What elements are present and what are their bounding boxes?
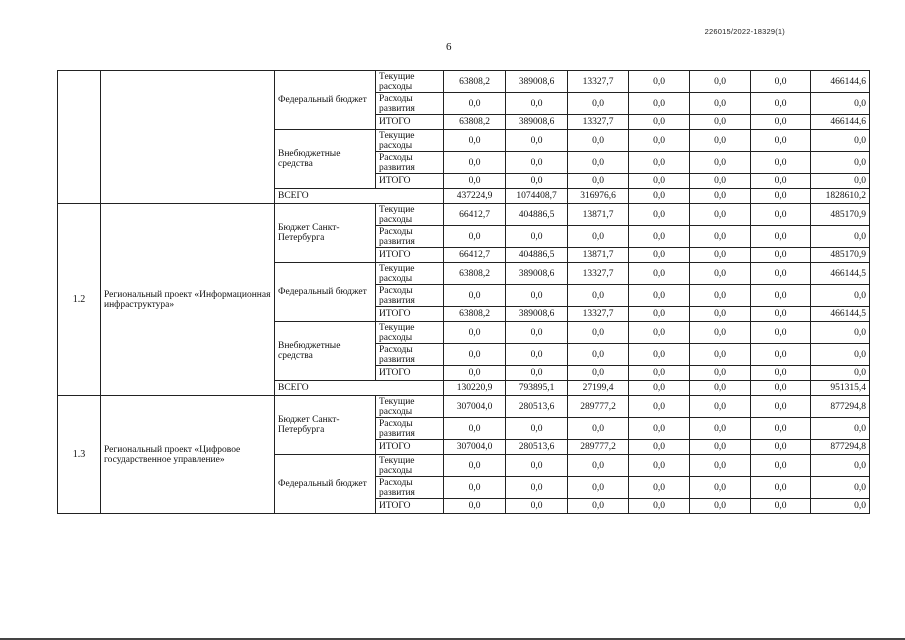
- value-cell: 0,0: [690, 152, 751, 174]
- value-cell: 0,0: [506, 418, 568, 440]
- total-value-cell: 1074408,7: [506, 189, 568, 204]
- value-cell: 0,0: [629, 322, 690, 344]
- value-cell: 0,0: [751, 477, 811, 499]
- value-cell: 0,0: [751, 396, 811, 418]
- value-cell: 0,0: [444, 366, 506, 381]
- value-cell: 0,0: [690, 93, 751, 115]
- expense-type: ИТОГО: [376, 115, 444, 130]
- value-cell: 877294,8: [811, 440, 870, 455]
- value-cell: 0,0: [751, 499, 811, 514]
- expense-type: Текущие расходы: [376, 204, 444, 226]
- value-cell: 389008,6: [506, 115, 568, 130]
- value-cell: 466144,5: [811, 263, 870, 285]
- expense-type: Расходы развития: [376, 226, 444, 248]
- value-cell: 0,0: [811, 366, 870, 381]
- value-cell: 0,0: [444, 226, 506, 248]
- value-cell: 485170,9: [811, 204, 870, 226]
- value-cell: 0,0: [811, 499, 870, 514]
- value-cell: 0,0: [690, 71, 751, 93]
- expense-type: Расходы развития: [376, 344, 444, 366]
- value-cell: 0,0: [751, 204, 811, 226]
- total-value-cell: 1828610,2: [811, 189, 870, 204]
- total-value-cell: 0,0: [690, 381, 751, 396]
- value-cell: 0,0: [506, 455, 568, 477]
- value-cell: 0,0: [506, 285, 568, 307]
- value-cell: 0,0: [690, 226, 751, 248]
- value-cell: 0,0: [811, 226, 870, 248]
- value-cell: 0,0: [751, 115, 811, 130]
- value-cell: 13871,7: [568, 204, 629, 226]
- total-value-cell: 0,0: [751, 189, 811, 204]
- value-cell: 0,0: [629, 499, 690, 514]
- value-cell: 13871,7: [568, 248, 629, 263]
- expense-type: ИТОГО: [376, 248, 444, 263]
- value-cell: 0,0: [629, 263, 690, 285]
- expense-type: Расходы развития: [376, 418, 444, 440]
- value-cell: 0,0: [629, 307, 690, 322]
- value-cell: 0,0: [811, 285, 870, 307]
- value-cell: 877294,8: [811, 396, 870, 418]
- value-cell: 0,0: [444, 477, 506, 499]
- value-cell: 0,0: [811, 174, 870, 189]
- total-value-cell: 0,0: [629, 381, 690, 396]
- value-cell: 13327,7: [568, 71, 629, 93]
- value-cell: 0,0: [444, 418, 506, 440]
- value-cell: 0,0: [690, 366, 751, 381]
- value-cell: 0,0: [690, 115, 751, 130]
- section-number: 1.2: [58, 204, 101, 396]
- value-cell: 485170,9: [811, 248, 870, 263]
- value-cell: 0,0: [629, 204, 690, 226]
- value-cell: 0,0: [751, 93, 811, 115]
- value-cell: 0,0: [629, 455, 690, 477]
- value-cell: 0,0: [444, 93, 506, 115]
- total-value-cell: 27199,4: [568, 381, 629, 396]
- section-number: [58, 71, 101, 204]
- value-cell: 0,0: [690, 440, 751, 455]
- total-value-cell: 0,0: [751, 381, 811, 396]
- value-cell: 0,0: [568, 285, 629, 307]
- value-cell: 0,0: [690, 174, 751, 189]
- expense-type: ИТОГО: [376, 366, 444, 381]
- value-cell: 0,0: [506, 366, 568, 381]
- value-cell: 0,0: [444, 130, 506, 152]
- project-name: Региональный проект «Цифровое государственное управление»: [101, 396, 275, 514]
- value-cell: 0,0: [568, 477, 629, 499]
- value-cell: 0,0: [629, 285, 690, 307]
- value-cell: 0,0: [629, 344, 690, 366]
- expense-type: Расходы развития: [376, 152, 444, 174]
- expense-type: ИТОГО: [376, 307, 444, 322]
- value-cell: 404886,5: [506, 204, 568, 226]
- funding-source: Бюджет Санкт-Петербурга: [275, 204, 376, 263]
- table-row: [58, 396, 870, 418]
- value-cell: 0,0: [629, 174, 690, 189]
- value-cell: 63808,2: [444, 71, 506, 93]
- value-cell: 0,0: [506, 344, 568, 366]
- value-cell: 0,0: [506, 499, 568, 514]
- value-cell: 307004,0: [444, 396, 506, 418]
- expense-type: Расходы развития: [376, 285, 444, 307]
- value-cell: 0,0: [751, 152, 811, 174]
- value-cell: 0,0: [811, 455, 870, 477]
- value-cell: 389008,6: [506, 263, 568, 285]
- value-cell: 0,0: [811, 477, 870, 499]
- value-cell: 0,0: [506, 174, 568, 189]
- value-cell: 404886,5: [506, 248, 568, 263]
- value-cell: 0,0: [506, 226, 568, 248]
- value-cell: 0,0: [629, 152, 690, 174]
- value-cell: 0,0: [568, 174, 629, 189]
- page-number: 6: [446, 41, 452, 53]
- value-cell: 0,0: [811, 93, 870, 115]
- value-cell: 0,0: [629, 440, 690, 455]
- value-cell: 0,0: [568, 418, 629, 440]
- value-cell: 0,0: [751, 455, 811, 477]
- value-cell: 0,0: [751, 226, 811, 248]
- expense-type: Текущие расходы: [376, 396, 444, 418]
- funding-source: Федеральный бюджет: [275, 71, 376, 130]
- funding-source: Бюджет Санкт-Петербурга: [275, 396, 376, 455]
- value-cell: 0,0: [811, 418, 870, 440]
- value-cell: 0,0: [629, 477, 690, 499]
- value-cell: 0,0: [629, 418, 690, 440]
- value-cell: 63808,2: [444, 307, 506, 322]
- expense-type: Текущие расходы: [376, 130, 444, 152]
- value-cell: 0,0: [811, 344, 870, 366]
- value-cell: 0,0: [751, 248, 811, 263]
- value-cell: 307004,0: [444, 440, 506, 455]
- funding-source: Внебюджетные средства: [275, 322, 376, 381]
- value-cell: 0,0: [568, 226, 629, 248]
- total-label: ВСЕГО: [275, 189, 444, 204]
- value-cell: 0,0: [811, 130, 870, 152]
- value-cell: 0,0: [690, 418, 751, 440]
- value-cell: 0,0: [751, 418, 811, 440]
- expense-type: ИТОГО: [376, 440, 444, 455]
- value-cell: 289777,2: [568, 440, 629, 455]
- value-cell: 0,0: [811, 322, 870, 344]
- value-cell: 0,0: [629, 226, 690, 248]
- value-cell: 0,0: [751, 344, 811, 366]
- value-cell: 66412,7: [444, 204, 506, 226]
- value-cell: 280513,6: [506, 396, 568, 418]
- value-cell: 466144,6: [811, 115, 870, 130]
- total-label: ВСЕГО: [275, 381, 444, 396]
- total-value-cell: 437224,9: [444, 189, 506, 204]
- value-cell: 0,0: [568, 499, 629, 514]
- total-value-cell: 0,0: [690, 189, 751, 204]
- value-cell: 0,0: [690, 499, 751, 514]
- value-cell: 0,0: [629, 248, 690, 263]
- total-value-cell: 793895,1: [506, 381, 568, 396]
- value-cell: 0,0: [444, 455, 506, 477]
- value-cell: 66412,7: [444, 248, 506, 263]
- value-cell: 0,0: [629, 396, 690, 418]
- value-cell: 0,0: [751, 285, 811, 307]
- value-cell: 0,0: [690, 204, 751, 226]
- value-cell: 0,0: [629, 115, 690, 130]
- value-cell: 0,0: [751, 263, 811, 285]
- funding-source: Внебюджетные средства: [275, 130, 376, 189]
- table-row: [58, 204, 870, 226]
- value-cell: 0,0: [506, 322, 568, 344]
- project-name: [101, 71, 275, 204]
- value-cell: 289777,2: [568, 396, 629, 418]
- budget-table: [57, 70, 870, 514]
- total-value-cell: 0,0: [629, 189, 690, 204]
- value-cell: 0,0: [629, 130, 690, 152]
- value-cell: 0,0: [444, 174, 506, 189]
- project-name: Региональный проект «Информационная инфраструктура»: [101, 204, 275, 396]
- value-cell: 0,0: [629, 366, 690, 381]
- expense-type: Расходы развития: [376, 477, 444, 499]
- value-cell: 0,0: [506, 477, 568, 499]
- value-cell: 0,0: [568, 322, 629, 344]
- value-cell: 0,0: [506, 93, 568, 115]
- value-cell: 0,0: [690, 322, 751, 344]
- value-cell: 0,0: [568, 366, 629, 381]
- value-cell: 0,0: [811, 152, 870, 174]
- expense-type: ИТОГО: [376, 499, 444, 514]
- value-cell: 63808,2: [444, 115, 506, 130]
- value-cell: 0,0: [690, 455, 751, 477]
- total-value-cell: 316976,6: [568, 189, 629, 204]
- expense-type: Текущие расходы: [376, 263, 444, 285]
- expense-type: Расходы развития: [376, 93, 444, 115]
- funding-source: Федеральный бюджет: [275, 455, 376, 514]
- value-cell: 0,0: [568, 152, 629, 174]
- value-cell: 0,0: [444, 344, 506, 366]
- value-cell: 0,0: [690, 130, 751, 152]
- value-cell: 0,0: [751, 440, 811, 455]
- section-number: 1.3: [58, 396, 101, 514]
- value-cell: 0,0: [568, 93, 629, 115]
- table-row: [58, 71, 870, 93]
- total-value-cell: 951315,4: [811, 381, 870, 396]
- document-number: 226015/2022-18329(1): [704, 27, 785, 36]
- value-cell: 466144,5: [811, 307, 870, 322]
- value-cell: 0,0: [690, 307, 751, 322]
- expense-type: Текущие расходы: [376, 322, 444, 344]
- value-cell: 13327,7: [568, 115, 629, 130]
- value-cell: 0,0: [444, 285, 506, 307]
- value-cell: 280513,6: [506, 440, 568, 455]
- value-cell: 0,0: [751, 174, 811, 189]
- value-cell: 0,0: [751, 71, 811, 93]
- value-cell: 0,0: [690, 285, 751, 307]
- value-cell: 0,0: [690, 396, 751, 418]
- value-cell: 0,0: [444, 322, 506, 344]
- value-cell: 466144,6: [811, 71, 870, 93]
- value-cell: 13327,7: [568, 263, 629, 285]
- value-cell: 0,0: [444, 499, 506, 514]
- value-cell: 0,0: [690, 263, 751, 285]
- value-cell: 389008,6: [506, 307, 568, 322]
- value-cell: 0,0: [568, 130, 629, 152]
- value-cell: 0,0: [751, 322, 811, 344]
- total-value-cell: 130220,9: [444, 381, 506, 396]
- value-cell: 0,0: [629, 93, 690, 115]
- expense-type: ИТОГО: [376, 174, 444, 189]
- value-cell: 0,0: [506, 152, 568, 174]
- value-cell: 389008,6: [506, 71, 568, 93]
- value-cell: 13327,7: [568, 307, 629, 322]
- value-cell: 0,0: [690, 248, 751, 263]
- value-cell: 0,0: [690, 477, 751, 499]
- value-cell: 0,0: [690, 344, 751, 366]
- value-cell: 0,0: [444, 152, 506, 174]
- value-cell: 0,0: [629, 71, 690, 93]
- value-cell: 0,0: [751, 130, 811, 152]
- value-cell: 0,0: [568, 344, 629, 366]
- value-cell: 0,0: [751, 366, 811, 381]
- funding-source: Федеральный бюджет: [275, 263, 376, 322]
- value-cell: 0,0: [568, 455, 629, 477]
- expense-type: Текущие расходы: [376, 455, 444, 477]
- value-cell: 0,0: [506, 130, 568, 152]
- expense-type: Текущие расходы: [376, 71, 444, 93]
- value-cell: 63808,2: [444, 263, 506, 285]
- value-cell: 0,0: [751, 307, 811, 322]
